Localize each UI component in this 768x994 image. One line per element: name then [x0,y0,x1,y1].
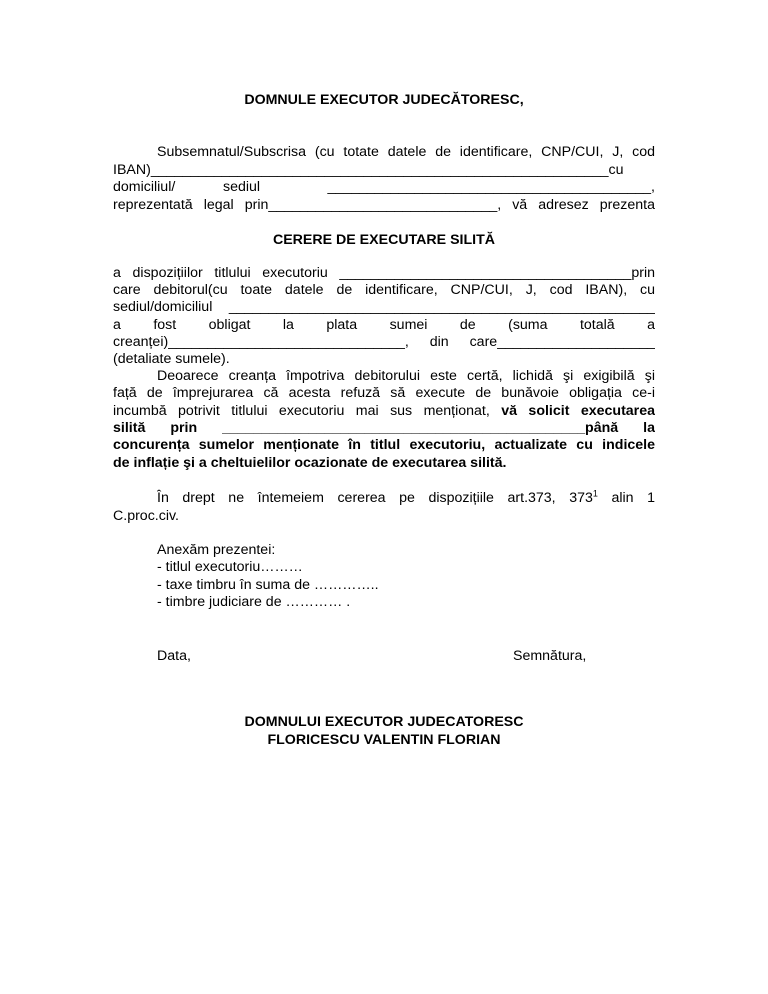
annex-item: - titlul executoriu……… [157,559,303,575]
legal-line-1-tail: alin 1 [597,490,655,506]
date-label: Data, [157,648,191,664]
legal-line-1-text: În drept ne întemeiem cererea pe dispozițiile art.373, 373 [157,490,593,506]
legal-line-2: C.proc.civ. [113,508,179,524]
domicile-label: domiciliul/ [113,179,176,195]
signature-label: Semnătura, [513,648,587,664]
intro-line-2: IBAN)__________________________________________________________cu [113,162,624,178]
legal-superscript: 1 [592,489,598,499]
addressee-line-2: FLORICESCU VALENTIN FLORIAN [267,732,501,748]
body-line-5: creanței)______________________________, din care____________________ [113,334,655,350]
annex-item: - taxe timbru în suma de ………….. [157,577,379,593]
intro-line-1: Subsemnatul/Subscrisa (cu totate datele de identificare, CNP/CUI, J, cod [157,144,655,160]
intro-line-4: reprezentată legal prin_____________________________, vă adresez prezenta [113,197,655,213]
intro-line-3 [113,178,655,196]
legal-line-1 [157,489,655,507]
body-line-1: a dispozițiilor titlului executoriu _____________________________________prin [113,265,655,281]
body-line-9-bold: vă solicit executarea [501,403,655,419]
body-line-7: Deoarece creanța împotriva debitorului este certă, lichidă şi exigibilă şi [157,368,655,384]
seat-label: sediul [223,179,261,195]
addressee-line-1: DOMNULUI EXECUTOR JUDECATORESC [244,714,524,730]
request-heading: CERERE DE EXECUTARE SILITĂ [272,232,496,248]
seat-blank: _________________________________________, [327,179,655,195]
body-line-8: față de împrejurarea că acesta refuză să execute de bunăvoie obligația ce-i [113,385,655,401]
body-line-3: sediul/domiciliul ______________________________________________________ [113,299,655,315]
annex-item: - timbre judiciare de ………… . [157,594,351,610]
body-line-12: de inflație şi a cheltuielilor ocazionate de executarea silită. [113,455,507,471]
body-line-2: care debitorul(cu toate datele de identificare, CNP/CUI, J, cod IBAN), cu [113,282,655,298]
document-title: DOMNULE EXECUTOR JUDECĂTORESC, [244,92,524,108]
annexes-heading: Anexăm prezentei: [157,542,276,558]
body-line-9 [113,402,655,420]
body-line-6: (detaliate sumele). [113,351,230,367]
body-line-9-normal: incumbă potrivit titlului executoriu mai sus menționat, [113,403,490,419]
body-line-11: concurența sumelor menționate în titlul executoriu, actualizate cu indicele [113,437,655,453]
body-line-4: a fost obligat la plata sumei de (suma totală a [113,317,655,333]
body-line-10: silită prin ______________________________________________până la [113,420,655,436]
